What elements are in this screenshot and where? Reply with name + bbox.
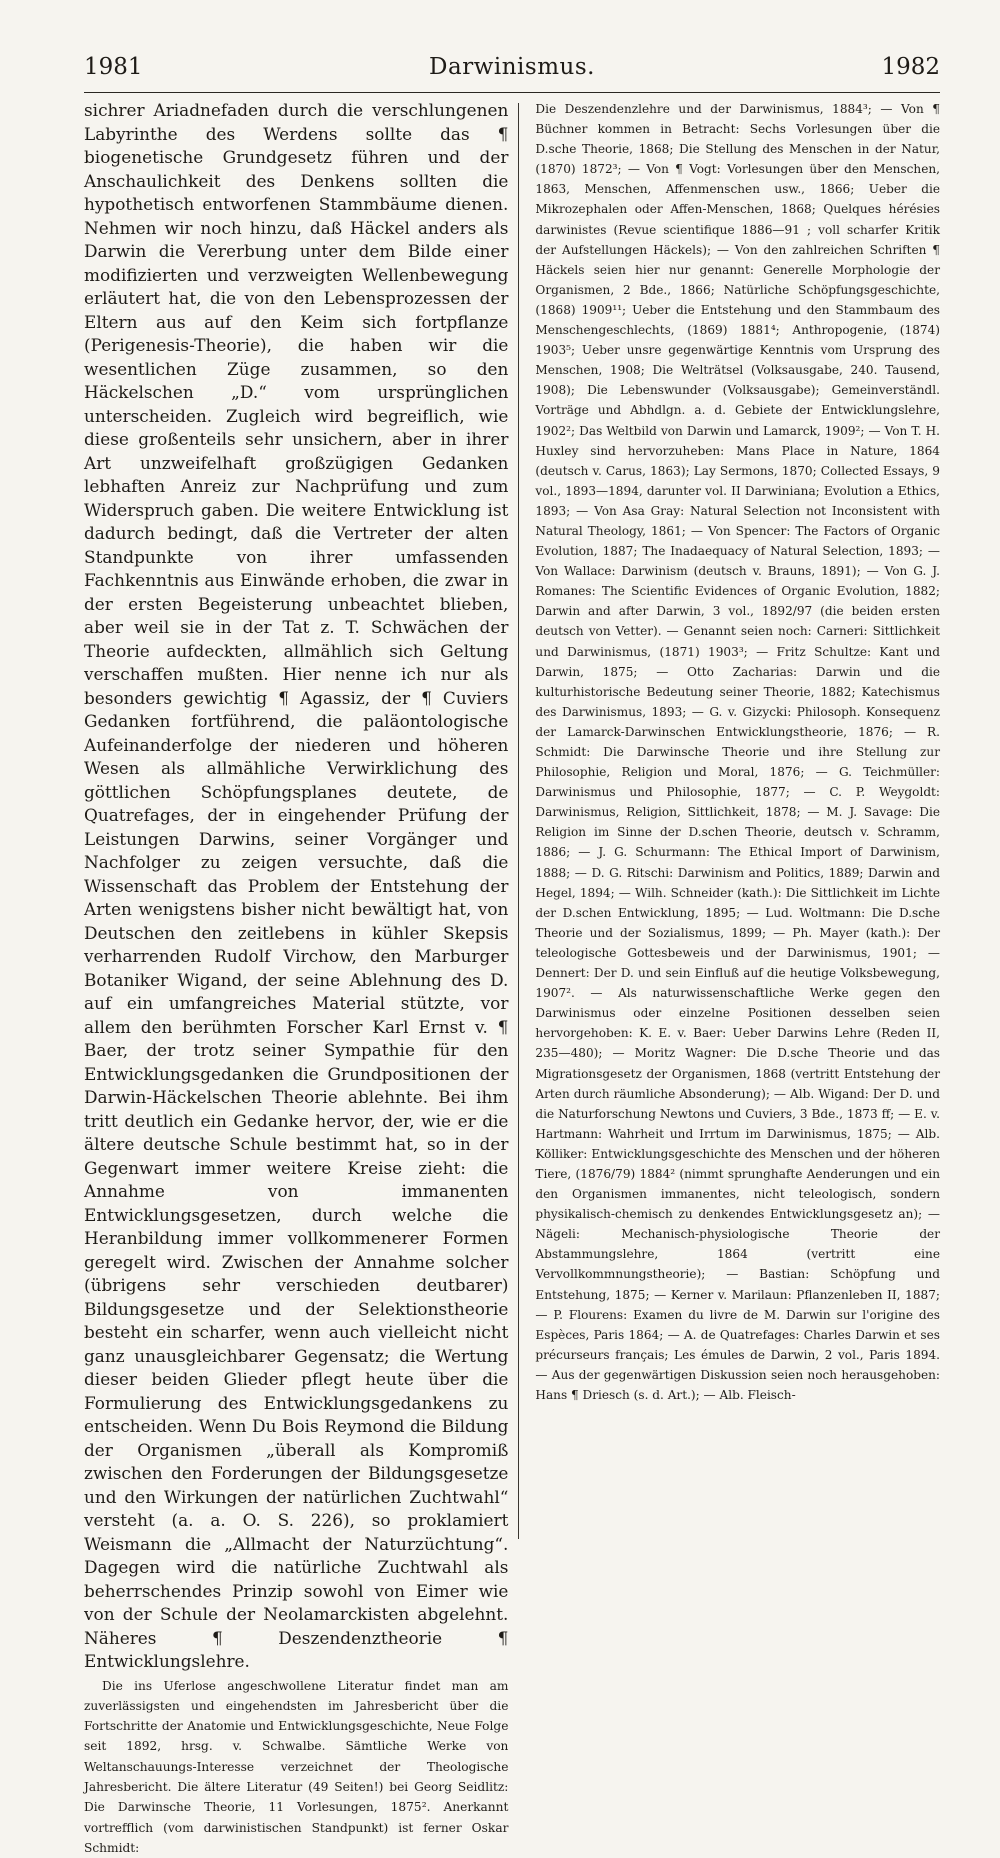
left-page-number: 1981 xyxy=(84,54,143,80)
text-columns xyxy=(84,99,940,1539)
right-page-number: 1982 xyxy=(881,54,940,80)
main-article-text: sichrer Ariadnefaden durch die verschlungenen Labyrinthe des Werdens sollte das ¶ biogenetische Grundgesetz führen und der Anschaulichkeit des Denkens sollten die hypothetisch entworfenen Stammbäume dienen. Nehmen wir noch hinzu, daß Häckel anders als Darwin die Vererbung unter dem Bilde einer modifizierten und verzweigten Wellenbewegung erläutert hat, die von den Lebensprozessen der Eltern aus auf den Keim sich fortpflanze (Perigenesis-Theorie), die haben wir die wesentlichen Züge zusammen, so den Häckelschen „D.“ vom ursprünglichen unterscheiden. Zugleich wird begreiflich, wie diese großenteils sehr unsichern, aber in ihrer Art unzweifelhaft großzügigen Gedanken lebhaften Anreiz zur Nachprüfung und zum Widerspruch gaben. Die weitere Entwicklung ist dadurch bedingt, daß die Vertreter der alten Standpunkte von ihrer umfassenden Fachkenntnis aus Einwände erhoben, die zwar in der ersten Begeisterung unbeachtet blieben, aber weil sie in der Tat z. T. Schwächen der Theorie aufdeckten, allmählich sich Geltung verschaffen mußten. Hier nenne ich nur als besonders gewichtig ¶ Agassiz, der ¶ Cuviers Gedanken fortführend, die paläontologische Aufeinanderfolge der niederen und höheren Wesen als allmähliche Verwirklichung des göttlichen Schöpfungsplanes deutete, de Quatrefages, der in eingehender Prüfung der Leistungen Darwins, seiner Vorgänger und Nachfolger zu zeigen versuchte, daß die Wissenschaft das Problem der Entstehung der Arten wenigstens bisher nicht bewältigt hat, von Deutschen den zeitlebens in kühler Skepsis verharrenden Rudolf Virchow, den Marburger Botaniker Wigand, der seine Ablehnung des D. auf ein umfangreiches Material stützte, vor allem den berühmten Forscher Karl Ernst v. ¶ Baer, der trotz seiner Sympathie für den Entwicklungsgedanken die Grundpositionen der Darwin-Häckelschen Theorie ablehnte. Bei ihm tritt deutlich ein Gedanke hervor, der, wie er die ältere deutsche Schule bestimmt hat, so in der Gegenwart immer weitere Kreise zieht: die Annahme von immanenten Entwicklungsgesetzen, durch welche die Heranbildung immer vollkommenerer Formen geregelt wird. Zwischen der Annahme solcher (übrigens sehr verschieden deutbarer) Bildungsgesetze und der Selektionstheorie besteht ein scharfer, wenn auch vielleicht nicht ganz unausgleichbarer Gegensatz; die Wertung dieser beiden Glieder pflegt heute über die Formulierung des Entwicklungsgedankens zu entscheiden. Wenn Du Bois Reymond die Bildung der Organismen „überall als Kompromiß zwischen den Forderungen der Bildungsgesetze und den Wirkungen der natürlichen Zuchtwahl“ versteht (a. a. O. S. 226), so proklamiert Weismann die „Allmacht der Naturzüchtung“. Dagegen wird die natürliche Zuchtwahl als beherrschendes Prinzip sowohl von Eimer wie von der Schule der Neolamarckisten abgelehnt. Näheres ¶ Deszendenztheorie ¶ Entwicklungslehre. xyxy=(84,99,508,1674)
page-header xyxy=(84,48,940,93)
running-title: Darwinismus. xyxy=(84,54,940,80)
literature-paragraph: Die ins Uferlose angeschwollene Literatur findet man am zuverlässigsten und eingehendsten im Jahresbericht über die Fortschritte der Anatomie und Entwicklungsgeschichte, Neue Folge seit 1892, hrsg. v. Schwalbe. Sämtliche Werke von Weltanschauungs-Interesse verzeichnet der Theologische Jahresbericht. Die ältere Literatur (49 Seiten!) bei Georg Seidlitz: Die Darwinsche Theorie, 11 Vorlesungen, 1875². Anerkannt vortrefflich (vom darwinistischen Standpunkt) ist ferner Oskar Schmidt: xyxy=(84,1676,508,1858)
left-column xyxy=(84,99,518,1539)
bibliography-text: Die Deszendenzlehre und der Darwinismus, 1884³; — Von ¶ Büchner kommen in Betracht: Sechs Vorlesungen über die D.sche Theorie, 1868; Die Stellung des Menschen in der Natur, (1870) 1872³; — Von ¶ Vogt: Vorlesungen über den Menschen, 1863, Menschen, Affenmenschen usw., 1866; Ueber die Mikrozephalen oder Affen-Menschen, 1868; Quelques hérésies darwinistes (Revue scientifique 1886—91 ; voll scharfer Kritik der Aufstellungen Häckels); — Von den zahlreichen Schriften ¶ Häckels seien hier nur genannt: Generelle Morphologie der Organismen, 2 Bde., 1866; Natürliche Schöpfungsgeschichte, (1868) 1909¹¹; Ueber die Entstehung und den Stammbaum des Menschengeschlechts, (1869) 1881⁴; Anthropogenie, (1874) 1903⁵; Ueber unsre gegenwärtige Kenntnis vom Ursprung des Menschen, 1908; Die Welträtsel (Volksausgabe, 240. Tausend, 1908); Die Lebenswunder (Volksausgabe); Gemeinverständl. Vorträge und Abhdlgn. a. d. Gebiete der Entwicklungslehre, 1902²; Das Weltbild von Darwin und Lamarck, 1909²; — Von T. H. Huxley sind hervorzuheben: Mans Place in Nature, 1864 (deutsch v. Carus, 1863); Lay Sermons, 1870; Collected Essays, 9 vol., 1893—1894, darunter vol. II Darwiniana; Evolution a Ethics, 1893; — Von Asa Gray: Natural Selection not Inconsistent with Natural Theology, 1861; — Von Spencer: The Factors of Organic Evolution, 1887; The Inadaequacy of Natural Selection, 1893; — Von Wallace: Darwinism (deutsch v. Brauns, 1891); — Von G. J. Romanes: The Scientific Evidences of Organic Evolution, 1882; Darwin and after Darwin, 3 vol., 1892/97 (die beiden ersten deutsch von Vetter). — Genannt seien noch: Carneri: Sittlichkeit und Darwinismus, (1871) 1903³; — Fritz Schultze: Kant und Darwin, 1875; — Otto Zacharias: Darwin und die kulturhistorische Bedeutung seiner Theorie, 1882; Katechismus des Darwinismus, 1893; — G. v. Gizycki: Philosoph. Konsequenz der Lamarck-Darwinschen Entwicklungstheorie, 1876; — R. Schmidt: Die Darwinsche Theorie und ihre Stellung zur Philosophie, Religion und Moral, 1876; — G. Teichmüller: Darwinismus und Philosophie, 1877; — C. P. Weygoldt: Darwinismus, Religion, Sittlichkeit, 1878; — M. J. Savage: Die Religion im Sinne der D.schen Theorie, deutsch v. Schramm, 1886; — J. G. Schurmann: The Ethical Import of Darwinism, 1888; — D. G. Ritschi: Darwinism and Politics, 1889; Darwin and Hegel, 1894; — Wilh. Schneider (kath.): Die Sittlichkeit im Lichte der D.schen Entwicklung, 1895; — Lud. Woltmann: Die D.sche Theorie und der Sozialismus, 1899; — Ph. Mayer (kath.): Der teleologische Gottesbeweis und der Darwinismus, 1901; — Dennert: Der D. und sein Einfluß auf die heutige Volksbewegung, 1907². — Als naturwissenschaftliche Werke gegen den Darwinismus oder einzelne Positionen desselben seien hervorgehoben: K. E. v. Baer: Ueber Darwins Lehre (Reden II, 235—480); — Moritz Wagner: Die D.sche Theorie und das Migrationsgesetz der Organismen, 1868 (vertritt Entstehung der Arten durch räumliche Absonderung); — Alb. Wigand: Der D. und die Naturforschung Newtons und Cuviers, 3 Bde., 1873 ff; — E. v. Hartmann: Wahrheit und Irrtum im Darwinismus, 1875; — Alb. Kölliker: Entwicklungsgeschichte des Menschen und der höheren Tiere, (1876/79) 1884² (nimmt sprunghafte Aenderungen und ein den Organismen immanentes, nicht teleologisch, sondern physikalisch-chemisch zu denkendes Entwicklungsgesetz an); — Nägeli: Mechanisch-physiologische Theorie der Abstammungslehre, 1864 (vertritt eine Vervollkommnungstheorie); — Bastian: Schöpfung und Entstehung, 1875; — Kerner v. Marilaun: Pflanzenleben II, 1887; — P. Flourens: Examen du livre de M. Darwin sur l'origine des Espèces, Paris 1864; — A. de Quatrefages: Charles Darwin et ses précurseurs français; Les émules de Darwin, 2 vol., Paris 1894. — Aus der gegenwärtigen Diskussion seien noch herausgehoben: Hans ¶ Driesch (s. d. Art.); — Alb. Fleisch- xyxy=(535,99,940,1405)
right-column xyxy=(519,99,940,1539)
